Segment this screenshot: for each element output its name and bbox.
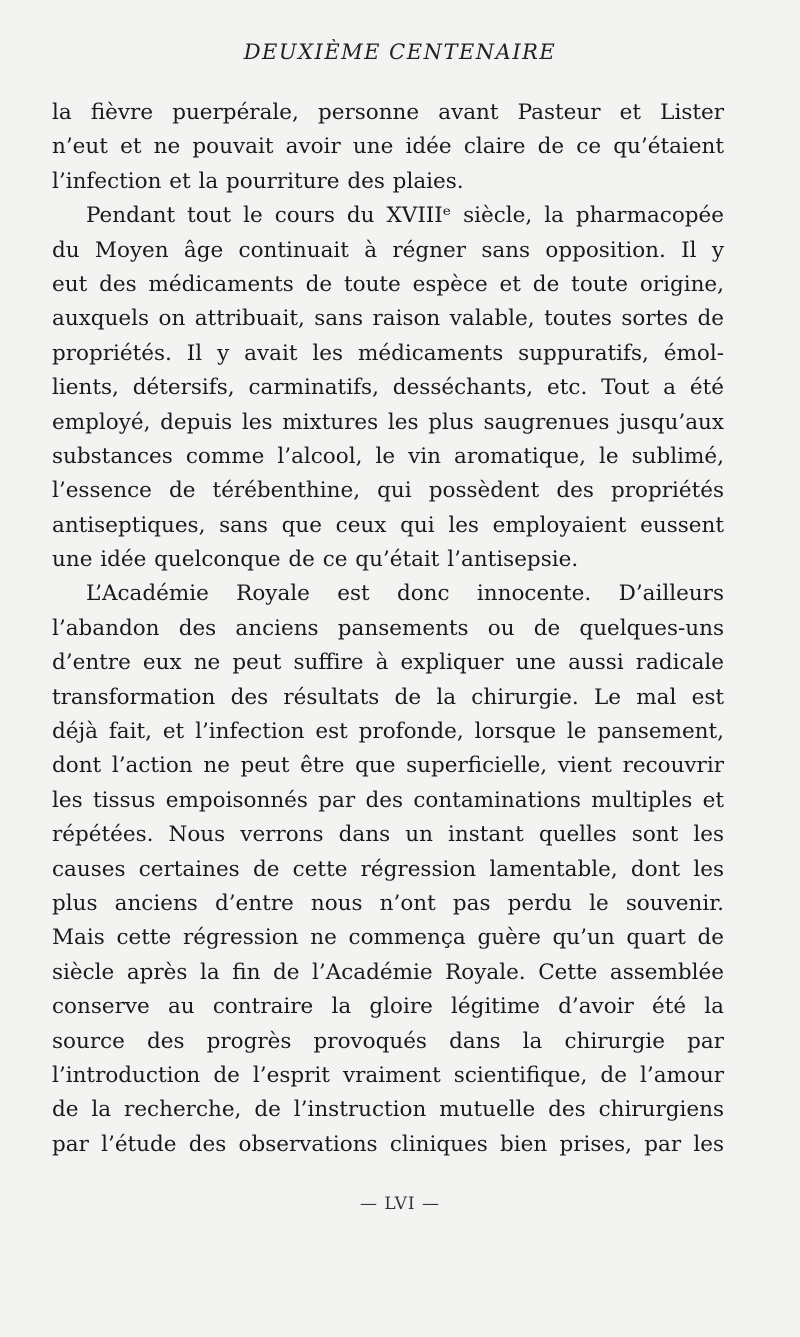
text-line: propriétés. Il y avait les médicaments suppuratifs, émol- (52, 340, 724, 366)
text-line: l’introduction de l’esprit vraiment scientifique, de l’amour (52, 1062, 724, 1088)
text-line: n’eut et ne pouvait avoir une idée claire de ce qu’étaient (52, 134, 724, 160)
text-line: répétées. Nous verrons dans un instant quelles sont les (52, 822, 724, 848)
text-line: une idée quelconque de ce qu’était l’antisepsie. (52, 547, 579, 573)
running-head: DEUXIÈME CENTENAIRE (243, 40, 557, 64)
text-line: employé, depuis les mixtures les plus saugrenues jusqu’aux (52, 409, 724, 435)
text-line: la fièvre puerpérale, personne avant Pasteur et Lister (52, 100, 724, 125)
text-line: les tissus empoisonnés par des contaminations multiples et (52, 787, 724, 813)
text-line: l’abandon des anciens pansements ou de quelques-uns (52, 615, 724, 641)
page-number: — LVI — (359, 1194, 441, 1214)
text-line: déjà fait, et l’infection est profonde, lorsque le pansement, (52, 719, 724, 745)
text-line: Mais cette régression ne commença guère qu’un quart de (52, 925, 724, 951)
text-line: plus anciens d’entre nous n’ont pas perdu le souvenir. (52, 890, 724, 916)
body-text (52, 96, 724, 1162)
text-line: de la recherche, de l’instruction mutuelle des chirurgiens (52, 1097, 724, 1123)
text-line: source des progrès provoqués dans la chirurgie par (52, 1028, 724, 1054)
text-line: du Moyen âge continuait à régner sans opposition. Il y (52, 237, 724, 263)
text-line: siècle après la fin de l’Académie Royale. Cette assemblée (52, 959, 724, 985)
text-line: conserve au contraire la gloire légitime d’avoir été la (52, 994, 724, 1020)
text-line: causes certaines de cette régression lamentable, dont les (52, 856, 724, 882)
text-line: lients, détersifs, carminatifs, desséchants, etc. Tout a été (52, 375, 724, 401)
text-line: par l’étude des observations cliniques bien prises, par les (52, 1131, 724, 1157)
text-line: l’infection et la pourriture des plaies. (52, 168, 464, 194)
text-line: transformation des résultats de la chirurgie. Le mal est (52, 684, 724, 710)
text-line: dont l’action ne peut être que superficielle, vient recouvrir (52, 753, 724, 779)
text-line: eut des médicaments de toute espèce et de toute origine, (52, 271, 724, 297)
text-line: substances comme l’alcool, le vin aromatique, le sublimé, (52, 443, 724, 469)
text-line: d’entre eux ne peut suffire à expliquer une aussi radicale (52, 650, 724, 676)
text-line: l’essence de térébenthine, qui possèdent des propriétés (52, 478, 724, 504)
text-line: antiseptiques, sans que ceux qui les employaient eussent (52, 512, 724, 538)
text-line: Pendant tout le cours du XVIIIᵉ siècle, la pharmacopée (86, 203, 724, 229)
text-line: auxquels on attribuait, sans raison valable, toutes sortes de (52, 306, 724, 332)
text-line: L’Académie Royale est donc innocente. D’ailleurs (86, 581, 724, 607)
